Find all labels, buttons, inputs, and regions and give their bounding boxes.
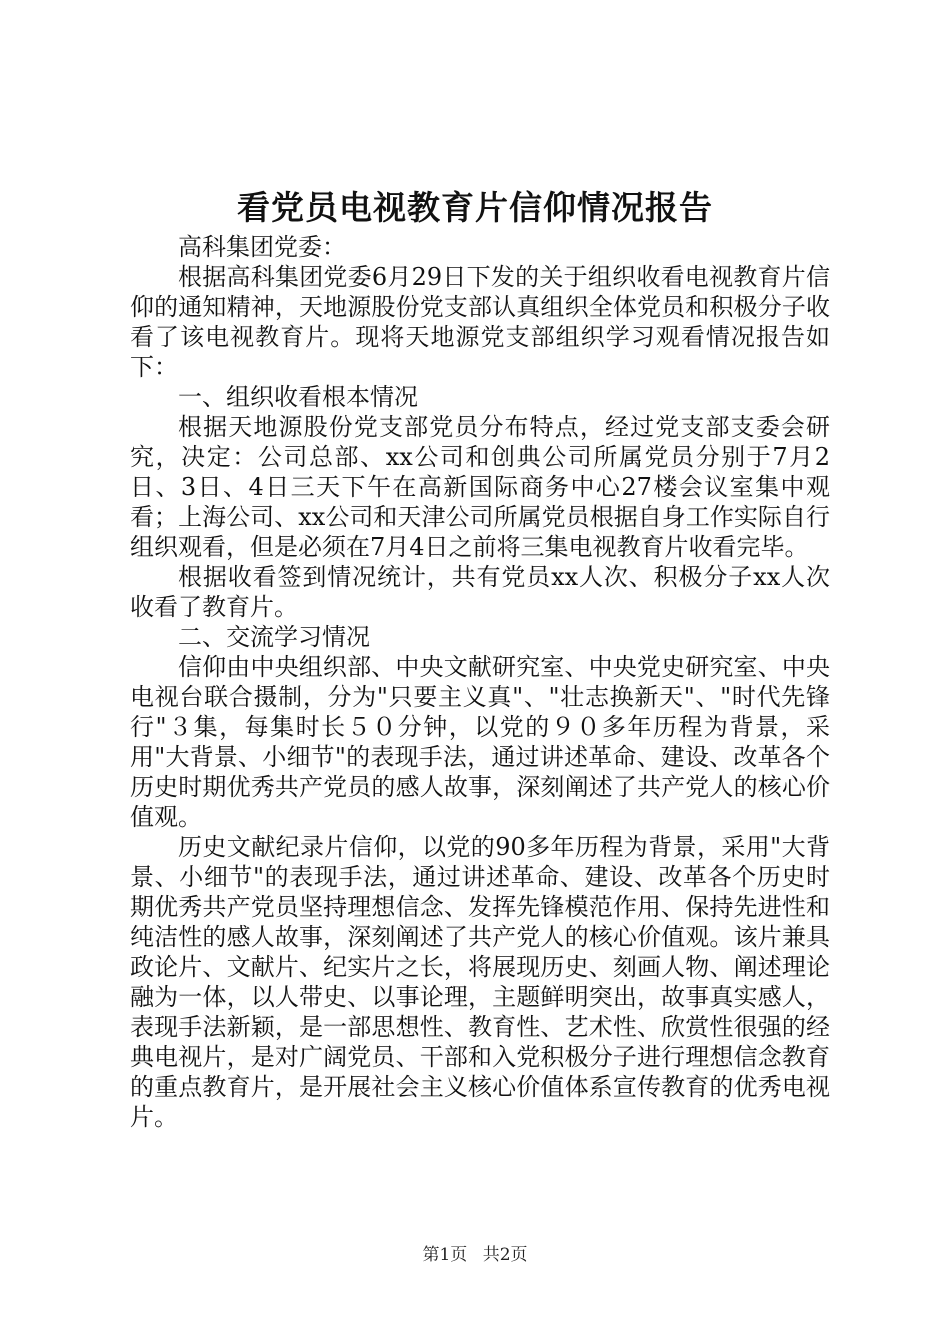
paragraph-statistics: 根据收看签到情况统计，共有党员xx人次、积极分子xx人次收看了教育片。 [130, 563, 830, 621]
page-footer [0, 1244, 950, 1266]
page-total: 共2页 [482, 1245, 528, 1265]
document-title: 看党员电视教育片信仰情况报告 [237, 188, 713, 227]
section-heading-1: 一、组织收看根本情况 [178, 383, 418, 411]
paragraph-intro: 根据高科集团党委6月29日下发的关于组织收看电视教育片信仰的通知精神，天地源股份党支部认真组织全体党员和积极分子收看了该电视教育片。现将天地源党支部组织学习观看情况报告如下： [130, 263, 830, 381]
paragraph-arrangement: 根据天地源股份党支部党员分布特点，经过党支部支委会研究，决定：公司总部、xx公司和创典公司所属党员分别于7月2日、3日、4日三天下午在高新国际商务中心27楼会议室集中观看；上海公司、xx公司和天津公司所属党员根据自身工作实际自行组织观看，但是必须在7月4日之前将三集电视教育片收看完毕。 [130, 413, 830, 561]
section-heading-2: 二、交流学习情况 [178, 623, 370, 651]
page-number: 第1页 [422, 1245, 468, 1265]
paragraph-film-review: 历史文献纪录片信仰，以党的90多年历程为背景，采用"大背景、小细节"的表现手法，通过讲述革命、建设、改革各个历史时期优秀共产党员坚持理想信念、发挥先锋模范作用、保持先进性和纯洁性的感人故事，深刻阐述了共产党人的核心价值观。该片兼具政论片、文献片、纪实片之长，将展现历史、刻画人物、阐述理论融为一体，以人带史、以事论理，主题鲜明突出，故事真实感人，表现手法新颖，是一部思想性、教育性、艺术性、欣赏性很强的经典电视片，是对广阔党员、干部和入党积极分子进行理想信念教育的重点教育片，是开展社会主义核心价值体系宣传教育的优秀电视片。 [130, 833, 830, 1131]
paragraph-film-intro: 信仰由中央组织部、中央文献研究室、中央党史研究室、中央电视台联合摄制，分为"只要主义真"、"壮志换新天"、"时代先锋行"３集，每集时长５０分钟，以党的９０多年历程为背景，采用"大背景、小细节"的表现手法，通过讲述革命、建设、改革各个历史时期优秀共产党员的感人故事，深刻阐述了共产党人的核心价值观。 [130, 653, 830, 831]
document-body [130, 232, 830, 1132]
paragraph-salutation: 高科集团党委： [178, 233, 346, 261]
